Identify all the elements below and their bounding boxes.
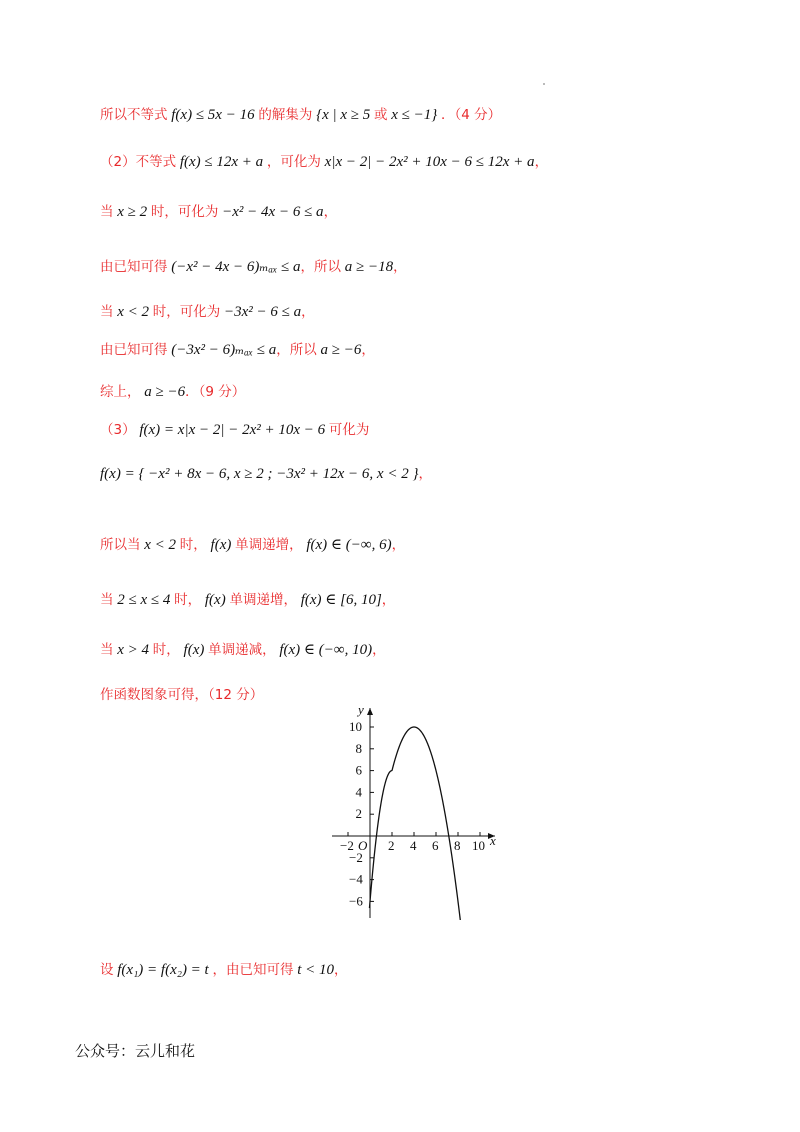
math-expression: (−x² − 4x − 6)ₘₐₓ ≤ a [167, 259, 301, 275]
chinese-text: 时， [174, 592, 202, 608]
stray-dot [543, 83, 545, 85]
solution-line [100, 683, 263, 703]
math-expression: x < 2 [113, 304, 153, 320]
solution-line [100, 255, 407, 276]
chinese-text: 设 [100, 962, 114, 978]
math-expression: f(x₁) = f(x₂) = t [113, 962, 213, 978]
solution-line [100, 103, 501, 124]
math-expression: −3x² − 6 ≤ a [220, 304, 302, 320]
chinese-text: 单调递增， [235, 537, 303, 553]
solution-line [100, 418, 369, 439]
math-expression: f(x) ∈ [6, 10] [296, 592, 382, 608]
solution-line [100, 533, 405, 554]
chinese-text: 当 [100, 642, 114, 658]
math-expression: a ≥ −6 [316, 342, 362, 358]
solution-line [100, 958, 348, 979]
y-tick-label: 4 [355, 784, 362, 800]
math-expression: 2 ≤ x ≤ 4 [113, 592, 175, 608]
solution-line [100, 462, 432, 483]
solution-line [100, 150, 548, 171]
chinese-text: 所以当 [100, 537, 141, 553]
math-expression: −x² − 4x − 6 ≤ a [218, 204, 324, 220]
chinese-text: ， [381, 592, 396, 608]
math-expression: x < 2 [140, 537, 180, 553]
math-expression: x > 4 [113, 642, 153, 658]
chinese-text: 单调递增， [229, 592, 297, 608]
x-tick-label: 8 [454, 838, 461, 853]
math-expression: a ≥ −18 [341, 259, 394, 275]
math-expression: f(x) ∈ (−∞, 6) [302, 537, 392, 553]
chinese-text: 所以不等式 [100, 107, 168, 123]
chinese-text: ，由已知可得 [212, 962, 294, 978]
solution-line [100, 588, 395, 609]
math-expression: {x | x ≥ 5 [312, 107, 374, 123]
chinese-text: 时， [152, 642, 180, 658]
math-expression: x ≤ −1} [387, 107, 442, 123]
chinese-text: （2）不等式 [100, 154, 177, 170]
y-tick-label: 10 [349, 719, 362, 734]
y-axis-label: y [358, 702, 364, 717]
chinese-text: 单调递减， [208, 642, 276, 658]
chinese-text: ，所以 [300, 259, 342, 275]
chinese-text: ， [301, 304, 315, 320]
math-expression: f(x) [179, 642, 209, 658]
chinese-text: ， [372, 642, 386, 658]
chinese-text: 当 [100, 304, 114, 320]
chinese-text: 时，可化为 [150, 204, 219, 220]
chinese-text: ．（9 分） [185, 384, 246, 400]
chinese-text: ， [534, 154, 549, 170]
x-tick-label: 10 [472, 838, 485, 853]
y-tick-label: −4 [349, 871, 363, 887]
math-expression: f(x) = { −x² + 8x − 6, x ≥ 2 ; −3x² + 12x − 6, x < 2 } [100, 466, 419, 482]
function-graph [320, 700, 520, 920]
math-expression: f(x) ≤ 5x − 16 [167, 107, 259, 123]
y-tick-label: −2 [349, 849, 363, 865]
chinese-text: （3） [100, 422, 136, 438]
chinese-text: ， [323, 204, 338, 220]
math-expression: f(x) ∈ (−∞, 10) [275, 642, 373, 658]
solution-line [100, 200, 337, 221]
x-tick-label: 4 [410, 838, 417, 853]
math-expression: f(x) = x|x − 2| − 2x² + 10x − 6 [135, 422, 329, 438]
chinese-text: ， [393, 259, 407, 275]
y-tick-label: 8 [355, 740, 362, 756]
chinese-text: 时，可化为 [152, 304, 221, 320]
x-tick-label: −2 [340, 838, 354, 853]
chinese-text: 当 [100, 592, 114, 608]
chinese-text: 作函数图象可得，（12 分） [100, 687, 264, 703]
chinese-text: ，可化为 [266, 154, 321, 170]
chinese-text: ， [334, 962, 348, 978]
x-axis-label: x [490, 833, 496, 848]
chinese-text: ．（4 分） [441, 107, 502, 123]
solution-line [100, 338, 375, 359]
origin-label: O [358, 838, 368, 853]
chinese-text: 时， [179, 537, 207, 553]
chinese-text: 或 [374, 107, 388, 123]
chinese-text: 当 [100, 204, 114, 220]
chinese-text: 由已知可得 [100, 342, 168, 358]
chinese-text: 综上， [100, 384, 141, 400]
chinese-text: 的解集为 [258, 107, 313, 123]
x-tick-label: 2 [388, 838, 395, 853]
math-expression: a ≥ −6 [140, 384, 186, 400]
math-expression: (−3x² − 6)ₘₐₓ ≤ a [167, 342, 277, 358]
solution-line [100, 380, 245, 401]
footer-account: 公众号：云儿和花 [75, 1042, 196, 1060]
function-curve [369, 727, 461, 920]
math-expression: f(x) ≤ 12x + a [176, 154, 267, 170]
chinese-text: 可化为 [328, 422, 370, 438]
y-tick-label: −6 [349, 893, 363, 909]
solution-line [100, 300, 315, 321]
y-tick-label: 2 [355, 806, 362, 822]
chinese-text: ， [361, 342, 375, 358]
math-expression: x|x − 2| − 2x² + 10x − 6 ≤ 12x + a [320, 154, 535, 170]
chinese-text: ， [418, 466, 432, 482]
y-axis-arrow [367, 708, 373, 715]
math-expression: f(x) [206, 537, 236, 553]
math-expression: t < 10 [293, 962, 335, 978]
chinese-text: 由已知可得 [100, 259, 168, 275]
x-tick-label: 6 [432, 838, 439, 853]
chinese-text: ， [391, 537, 406, 553]
chinese-text: ，所以 [276, 342, 317, 358]
math-expression: x ≥ 2 [113, 204, 151, 220]
solution-line [100, 638, 386, 659]
y-tick-label: 6 [355, 762, 362, 778]
math-expression: f(x) [201, 592, 230, 608]
